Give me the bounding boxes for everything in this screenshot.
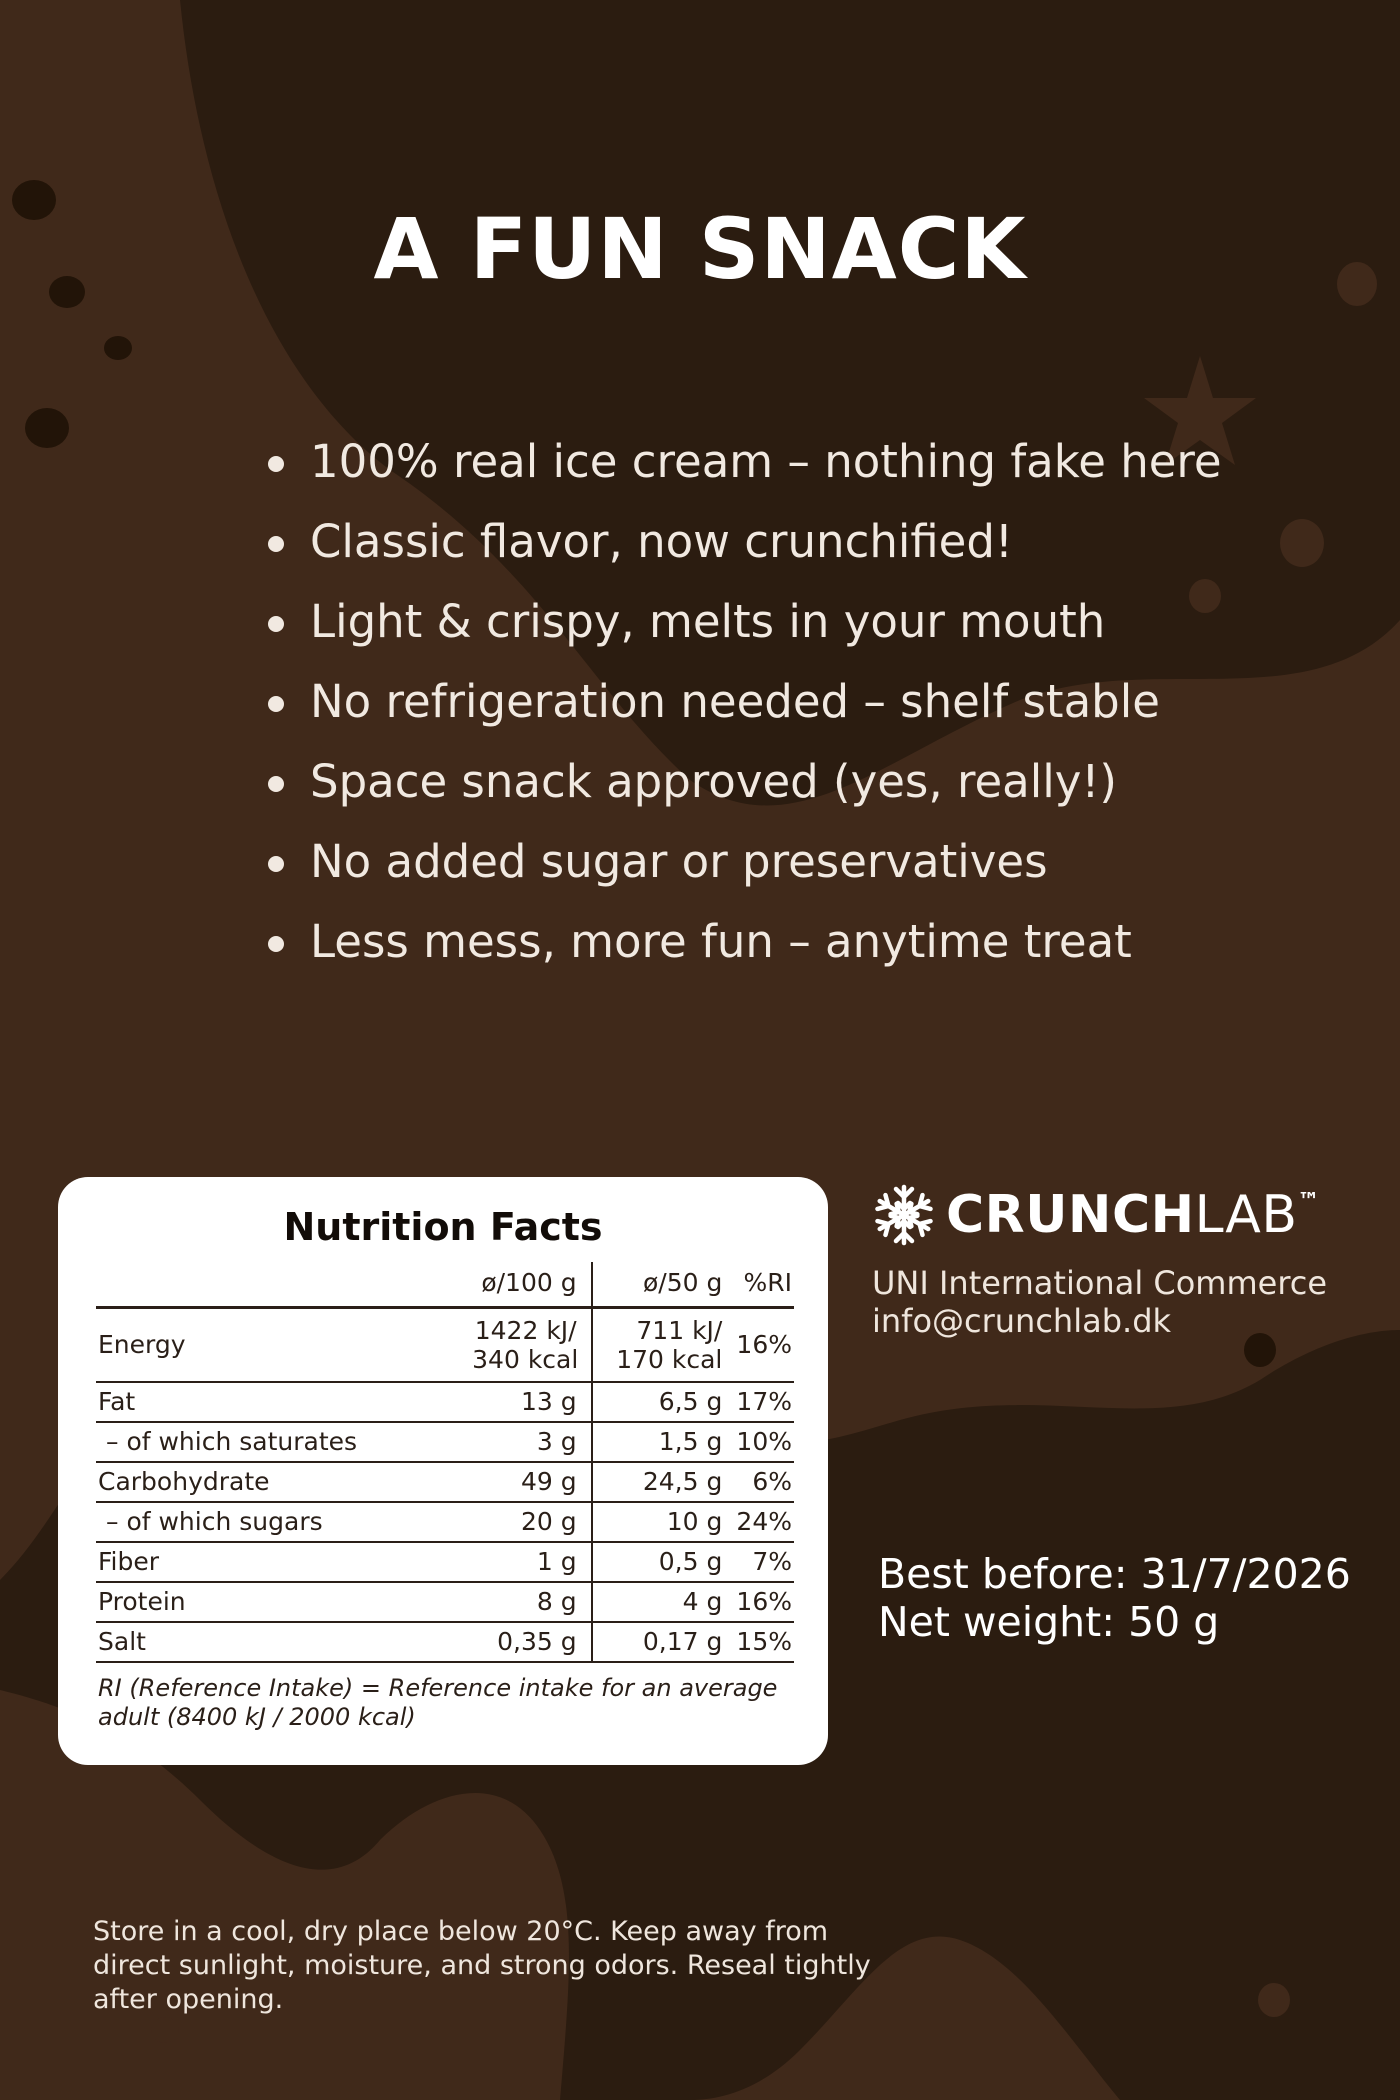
headline: A FUN SNACK (373, 200, 1027, 298)
nutrient-ri: 17% (736, 1387, 792, 1416)
header-per-100g: ø/100 g (470, 1262, 591, 1308)
nutrient-per-50g: 0,5 g (658, 1547, 723, 1576)
nutrient-per-50g: 6,5 g (658, 1387, 723, 1416)
choco-speck (1280, 519, 1324, 567)
brand-name (946, 1185, 1320, 1245)
energy-per-50g-kcal: 170 kcal (616, 1344, 723, 1374)
feature-item: 100% real ice cream – nothing fake here (268, 428, 1222, 508)
nutrition-row-energy (96, 1308, 794, 1382)
nutrient-per-100g: 0,35 g (470, 1622, 591, 1662)
feature-item: Classic flavor, now crunchified! (268, 508, 1222, 588)
brand-name-bold: CRUNCH (946, 1185, 1195, 1245)
feature-list (268, 428, 1222, 988)
product-dates (878, 1550, 1351, 1646)
nutrition-row-protein (96, 1582, 794, 1622)
nutrient-per-100g: 1 g (470, 1542, 591, 1582)
brand-name-light: LAB (1194, 1185, 1298, 1245)
energy-per-50g-kj: 711 kJ/ (636, 1315, 723, 1345)
header-per-50g: ø/50 g (642, 1267, 723, 1297)
nutrient-per-100g: 13 g (470, 1382, 591, 1422)
nutrient-per-50g: 24,5 g (642, 1467, 723, 1496)
nutrition-row-carbohydrate (96, 1462, 794, 1502)
nutrient-ri: 6% (752, 1467, 792, 1496)
best-before: Best before: 31/7/2026 (878, 1550, 1351, 1598)
feature-item: Light & crispy, melts in your mouth (268, 588, 1222, 668)
brand-logo (872, 1180, 1372, 1250)
nutrient-per-50g: 1,5 g (658, 1427, 723, 1456)
nutrient-per-100g: 49 g (470, 1462, 591, 1502)
nutrient-per-50g: 0,17 g (642, 1627, 723, 1656)
nutrient-label: Energy (98, 1330, 186, 1360)
nutrient-ri: 10% (736, 1427, 792, 1456)
choco-speck (25, 408, 69, 448)
reference-intake-note: RI (Reference Intake) = Reference intake for an average adult (8400 kJ / 2000 kcal) (98, 1674, 778, 1731)
header-empty (96, 1262, 470, 1308)
feature-item: No refrigeration needed – shelf stable (268, 668, 1222, 748)
header-ri: %RI (743, 1267, 792, 1297)
storage-instructions: Store in a cool, dry place below 20°C. Keep away from direct sunlight, moisture, and strong odors. Reseal tightly after opening. (93, 1916, 871, 2015)
choco-speck (1258, 1983, 1290, 2017)
nutrition-row-saturates (96, 1422, 794, 1462)
nutrient-per-100g: 8 g (470, 1582, 591, 1622)
company-name: UNI International Commerce (872, 1264, 1328, 1302)
nutrient-label: Protein (98, 1587, 186, 1616)
nutrient-label: Fiber (98, 1547, 160, 1576)
nutrient-ri: 24% (736, 1507, 792, 1536)
nutrition-facts-card (58, 1177, 828, 1765)
nutrition-table (96, 1262, 794, 1663)
nutrition-row-fat (96, 1382, 794, 1422)
contact-email: info@crunchlab.dk (872, 1302, 1172, 1340)
nutrition-row-fiber (96, 1542, 794, 1582)
energy-ri: 16% (736, 1330, 792, 1360)
nutrition-row-salt (96, 1622, 794, 1662)
choco-speck (104, 336, 132, 360)
feature-item: Space snack approved (yes, really!) (268, 748, 1222, 828)
nutrient-label: Salt (98, 1627, 146, 1656)
energy-per-100g (470, 1308, 591, 1382)
feature-item: Less mess, more fun – anytime treat (268, 908, 1222, 988)
nutrient-per-50g: 10 g (666, 1507, 723, 1536)
nutrient-ri: 16% (736, 1587, 792, 1616)
nutrient-per-50g: 4 g (682, 1587, 723, 1616)
trademark-symbol: ™ (1297, 1189, 1321, 1214)
choco-speck (151, 2017, 179, 2043)
feature-item: No added sugar or preservatives (268, 828, 1222, 908)
nutrition-header-row (96, 1262, 794, 1308)
energy-per-100g-kcal: 340 kcal (472, 1344, 579, 1374)
snowflake-icon (872, 1183, 936, 1247)
nutrition-row-sugars (96, 1502, 794, 1542)
energy-per-100g-kj: 1422 kJ/ (474, 1315, 577, 1345)
brand-block (872, 1180, 1372, 1340)
nutrition-title: Nutrition Facts (283, 1205, 603, 1249)
energy-per-50g (592, 1308, 729, 1382)
nutrient-ri: 15% (736, 1627, 792, 1656)
nutrient-label: Carbohydrate (98, 1467, 270, 1496)
nutrient-ri: 7% (752, 1547, 792, 1576)
net-weight: Net weight: 50 g (878, 1598, 1220, 1646)
nutrient-label: – of which sugars (106, 1507, 323, 1536)
nutrient-label: Fat (98, 1387, 136, 1416)
nutrient-per-100g: 3 g (470, 1422, 591, 1462)
nutrient-per-100g: 20 g (470, 1502, 591, 1542)
nutrient-label: – of which saturates (106, 1427, 358, 1456)
